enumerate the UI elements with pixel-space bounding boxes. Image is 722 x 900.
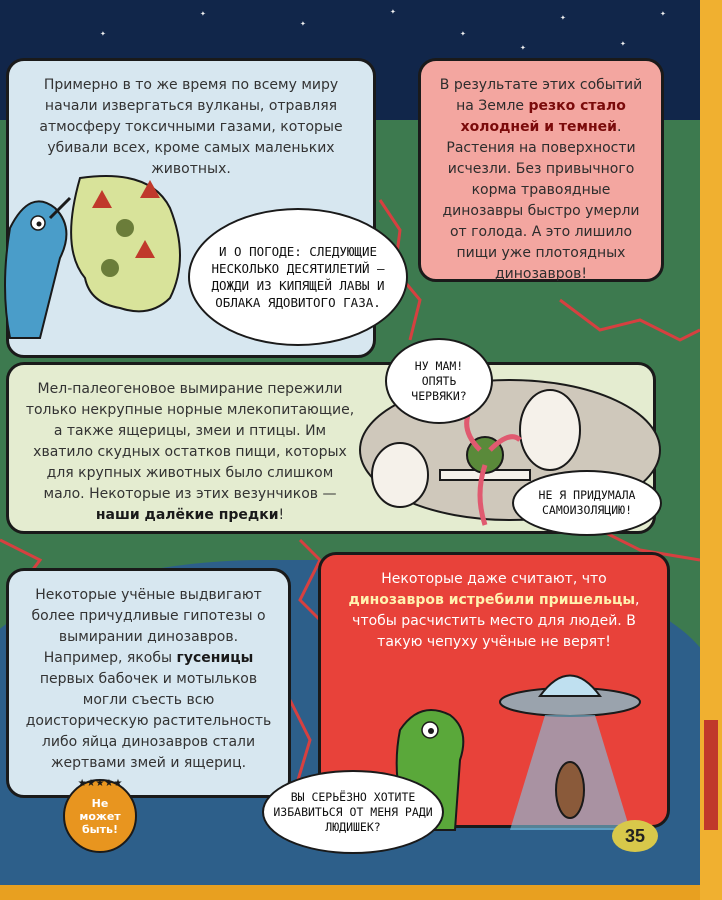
aliens-text-highlight: динозавров истребили пришельцы: [348, 592, 636, 608]
triceratops-illustration: [0, 168, 200, 348]
cant-be-badge: [56, 776, 144, 856]
climate-text-c: . Растения на поверхности исчезли. Без привычного корма травоядные динозавры быстро умерли от голода. А это лишило пищи уже плотоядных динозавров!: [442, 119, 640, 282]
page-edge-tabs: [704, 720, 718, 830]
aliens-text-a: Некоторые даже считают, что: [381, 571, 607, 587]
climate-text: [437, 75, 645, 285]
star-icon: ✦: [560, 14, 566, 22]
panel-theories: [6, 568, 291, 798]
star-icon: ✦: [460, 30, 466, 38]
climate-text-highlight: резко стало холодней и темней: [460, 98, 626, 135]
star-icon: ✦: [520, 44, 526, 52]
page-number: 35: [612, 820, 658, 852]
panel-climate: [418, 58, 664, 282]
speech-bubble-really: [262, 770, 444, 854]
survivors-text-a: Мел-палеогеновое вымирание пережили только некрупные норные млекопитающие, а также ящерицы, змеи и птицы. Им хватило скудных остатков пищи, которых для крупных животных было слишком мало. Некоторые из этих везунчиков —: [25, 381, 355, 502]
weather-bubble-text: И О ПОГОДЕ: СЛЕДУЮЩИЕ НЕСКОЛЬКО ДЕСЯТИЛЕТИЙ — ДОЖДИ ИЗ КИПЯЩЕЙ ЛАВЫ И ОБЛАКА ЯДОВИТОГО ГАЗА.: [211, 244, 385, 310]
aliens-text: [337, 569, 651, 653]
badge-text: Не может быть!: [79, 796, 121, 836]
star-icon: ✦: [620, 40, 626, 48]
aliens-text-c: , чтобы расчистить место для людей. В такую чепуху учёные не верят!: [352, 592, 640, 650]
worms-bubble-text: НУ МАМ! ОПЯТЬ ЧЕРВЯКИ?: [411, 358, 467, 403]
star-icon: ✦: [200, 10, 206, 18]
really-bubble-text: ВЫ СЕРЬЁЗНО ХОТИТЕ ИЗБАВИТЬСЯ ОТ МЕНЯ РАДИ ЛЮДИШЕК?: [273, 789, 433, 834]
climate-text-a: В результате этих событий на Земле: [439, 77, 643, 114]
self-isolation-bubble-text: НЕ Я ПРИДУМАЛА САМОИЗОЛЯЦИЮ!: [538, 488, 636, 517]
survivors-text-highlight: наши далёкие предки: [95, 507, 279, 523]
star-icon: ✦: [660, 10, 666, 18]
speech-bubble-weather: [188, 208, 408, 346]
speech-bubble-worms: [385, 338, 493, 424]
theories-text-c: первых бабочек и мотыльков могли съесть всю доисторическую растительность либо яйца динозавров стали жертвами змей и ящериц.: [25, 671, 272, 771]
theories-text: [25, 585, 272, 774]
survivors-text: [25, 379, 355, 526]
star-icon: ✦: [100, 30, 106, 38]
survivors-text-c: !: [278, 507, 285, 523]
speech-bubble-self-isolation: [512, 470, 662, 536]
theories-text-highlight: гусеницы: [176, 650, 254, 666]
volcanoes-text: Примерно в то же время по всему миру начали извергаться вулканы, отравляя атмосферу токсичными газами, которые убивали всех, кроме самых маленьких животных.: [39, 77, 343, 177]
star-icon: ✦: [300, 20, 306, 28]
svg-text:★★★★★: ★★★★★: [77, 778, 123, 789]
theories-text-a: Некоторые учёные выдвигают более причудливые гипотезы о вымирании динозавров. Например, якобы: [31, 587, 266, 666]
star-icon: ✦: [390, 8, 396, 16]
